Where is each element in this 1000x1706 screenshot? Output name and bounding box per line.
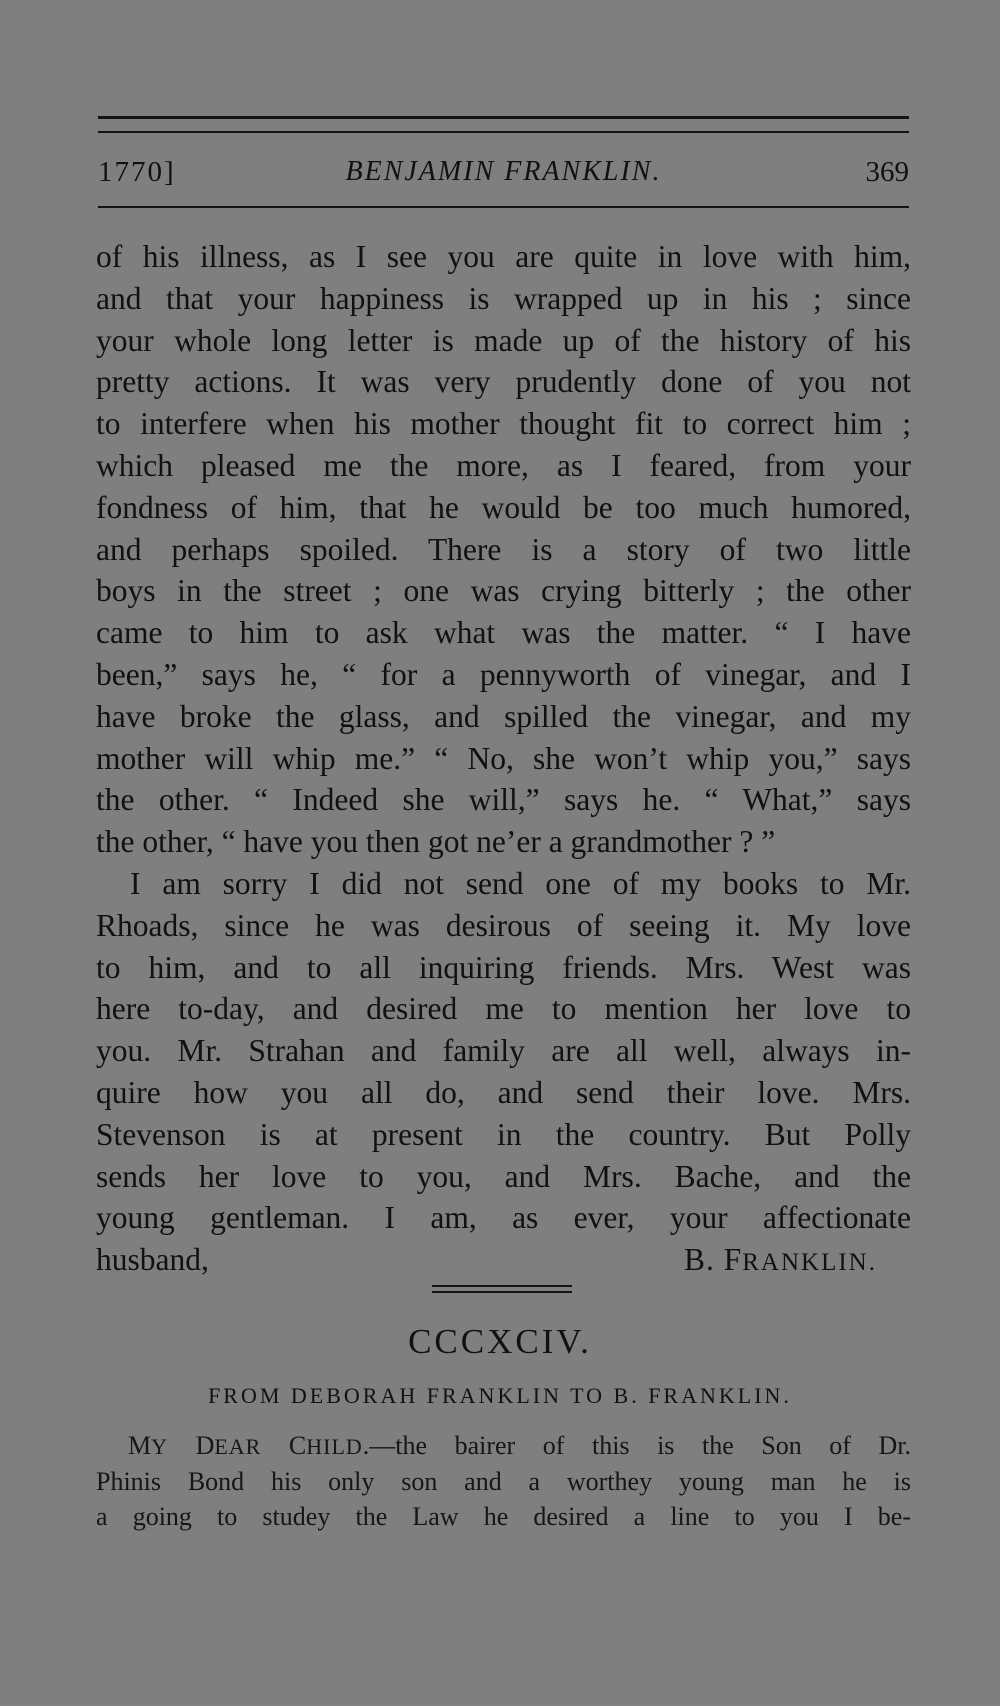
header-rule-second bbox=[98, 131, 909, 133]
text-line: pretty actions. It was very prudently done of you not bbox=[96, 364, 911, 400]
letter-heading: FROM DEBORAH FRANKLIN TO B. FRANKLIN. bbox=[208, 1383, 792, 1408]
text-line: which pleased me the more, as I feared, from your bbox=[96, 447, 911, 483]
text-line: sends her love to you, and Mrs. Bache, and the bbox=[96, 1158, 911, 1194]
page-number: 369 bbox=[865, 156, 909, 188]
text-line: here to-day, and desired me to mention her love to bbox=[96, 991, 911, 1027]
opening-small-caps: HILD bbox=[306, 1434, 363, 1459]
text-line: of his illness, as I see you are quite in love with him, bbox=[96, 239, 911, 274]
text-line: fondness of him, that he would be too much humored, bbox=[96, 489, 911, 525]
text-line: boys in the street ; one was crying bitterly ; the other bbox=[96, 573, 911, 609]
text-line: been,” says he, “ for a pennyworth of vinegar, and I bbox=[96, 656, 911, 692]
text-line: Stevenson is at present in the country. But Polly bbox=[96, 1116, 911, 1152]
text-line: and that your happiness is wrapped up in his ; since bbox=[96, 280, 911, 316]
letter-body-text bbox=[96, 236, 911, 1281]
closing-salutation: husband, bbox=[96, 1242, 209, 1278]
letter-number: CCCXCIV. bbox=[408, 1322, 592, 1361]
text-line: mother will whip me.” “ No, she won’t whip you,” says bbox=[96, 740, 911, 776]
signature bbox=[684, 1239, 877, 1284]
opening-cap: M bbox=[128, 1431, 152, 1460]
text-line: Phinis Bond his only son and a worthey young man he is bbox=[96, 1466, 911, 1496]
text-line: have broke the glass, and spilled the vinegar, and my bbox=[96, 698, 911, 734]
opening-rest: .—the bairer of this is the Son of Dr. bbox=[362, 1431, 911, 1460]
closing-line bbox=[96, 1239, 911, 1281]
text-line: your whole long letter is made up of the history of his bbox=[96, 322, 911, 358]
text-line: you. Mr. Strahan and family are all well, always in- bbox=[96, 1033, 911, 1069]
header-rule-bottom bbox=[98, 206, 909, 208]
text-line: the other, “ have you then got ne’er a grandmother ? ” bbox=[96, 824, 776, 860]
text-line: I am sorry I did not send one of my books to Mr. bbox=[130, 865, 911, 901]
opening-cap: C bbox=[261, 1431, 307, 1460]
text-line: came to him to ask what was the matter. “ I have bbox=[96, 615, 911, 651]
section-divider-lower bbox=[432, 1291, 572, 1293]
signature-small-caps: RANKLIN. bbox=[742, 1249, 877, 1277]
text-line: a going to studey the Law he desired a line to you I be- bbox=[96, 1502, 911, 1531]
section-divider-upper bbox=[432, 1285, 572, 1287]
opening-small-caps: Y bbox=[151, 1434, 169, 1459]
text-line: to him, and to all inquiring friends. Mrs. West was bbox=[96, 949, 911, 985]
running-head bbox=[98, 150, 909, 190]
running-head-title: BENJAMIN FRANKLIN. bbox=[345, 156, 662, 187]
text-line: quire how you all do, and send their love. Mrs. bbox=[96, 1074, 911, 1110]
text-line-opening bbox=[96, 1428, 911, 1464]
header-rule-top bbox=[98, 116, 909, 119]
text-line: young gentleman. I am, as ever, your affectionate bbox=[96, 1200, 911, 1236]
signature-initial: B. F bbox=[683, 1242, 743, 1278]
text-line: the other. “ Indeed she will,” says he. “ What,” says bbox=[96, 782, 911, 818]
opening-small-caps: EAR bbox=[214, 1434, 262, 1459]
text-line: and perhaps spoiled. There is a story of two little bbox=[96, 531, 911, 567]
next-letter-body bbox=[96, 1428, 911, 1535]
opening-cap: D bbox=[168, 1431, 215, 1460]
text-line: Rhoads, since he was desirous of seeing it. My love bbox=[96, 907, 911, 943]
running-head-year: 1770] bbox=[98, 156, 176, 188]
text-line: to interfere when his mother thought fit to correct him ; bbox=[96, 406, 911, 442]
